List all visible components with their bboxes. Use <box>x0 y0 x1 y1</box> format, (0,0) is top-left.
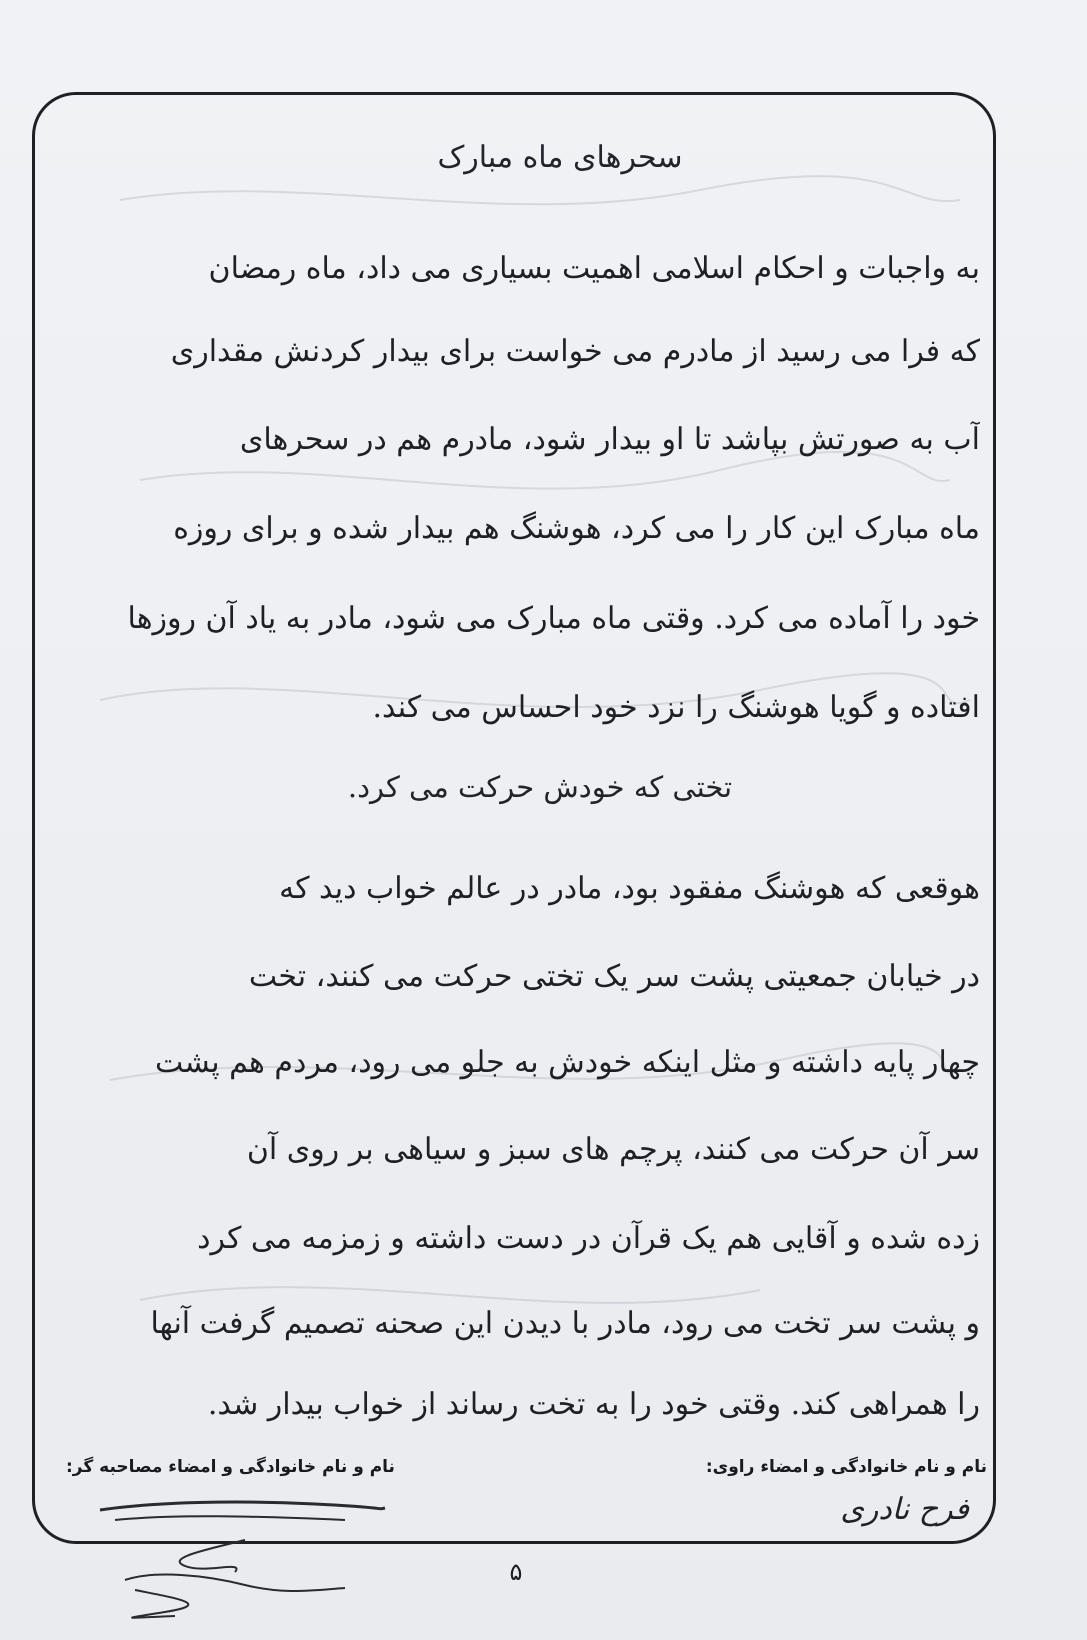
text-line: چهار پایه داشته و مثل اینکه خودش به جلو می رود، مردم هم پشت <box>154 1045 980 1080</box>
narrator-signature: فرح نادری <box>840 1492 969 1527</box>
page-number: ۵ <box>509 1558 523 1586</box>
section-subtitle: تختی که خودش حرکت می کرد. <box>347 770 733 804</box>
text-line: سر آن حرکت می کنند، پرچم های سبز و سیاهی بر روی آن <box>246 1132 980 1167</box>
text-line: در خیابان جمعیتی پشت سر یک تختی حرکت می کنند، تخت <box>248 959 980 994</box>
text-line: هوقعی که هوشنگ مفقود بود، مادر در عالم خواب دید که <box>279 871 980 906</box>
page-title: سحرهای ماه مبارک <box>437 140 683 175</box>
text-line: افتاده و گویا هوشنگ را نزد خود احساس می کند. <box>372 690 980 725</box>
interviewer-signature-scribble <box>95 1480 395 1620</box>
text-line: و پشت سر تخت می رود، مادر با دیدن این صحنه تصمیم گرفت آنها <box>150 1306 980 1341</box>
text-line: را همراهی کند. وقتی خود را به تخت رساند از خواب بیدار شد. <box>207 1387 980 1422</box>
text-line: به واجبات و احکام اسلامی اهمیت بسیاری می داد، ماه رمضان <box>208 251 980 286</box>
narrator-signature-label: نام و نام خانوادگی و امضاء راوی: <box>705 1457 987 1477</box>
text-line: آب به صورتش بپاشد تا او بیدار شود، مادرم هم در سحرهای <box>239 422 980 457</box>
text-line: زده شده و آقایی هم یک قرآن در دست داشته و زمزمه می کرد <box>197 1221 980 1256</box>
text-line: که فرا می رسید از مادرم می خواست برای بیدار کردنش مقداری <box>170 334 980 369</box>
interviewer-signature-label: نام و نام خانوادگی و امضاء مصاحبه گر: <box>66 1457 395 1477</box>
text-line: ماه مبارک این کار را می کرد، هوشنگ هم بیدار شده و برای روزه <box>173 511 980 546</box>
text-line: خود را آماده می کرد. وقتی ماه مبارک می شود، مادر به یاد آن روزها <box>127 601 980 636</box>
